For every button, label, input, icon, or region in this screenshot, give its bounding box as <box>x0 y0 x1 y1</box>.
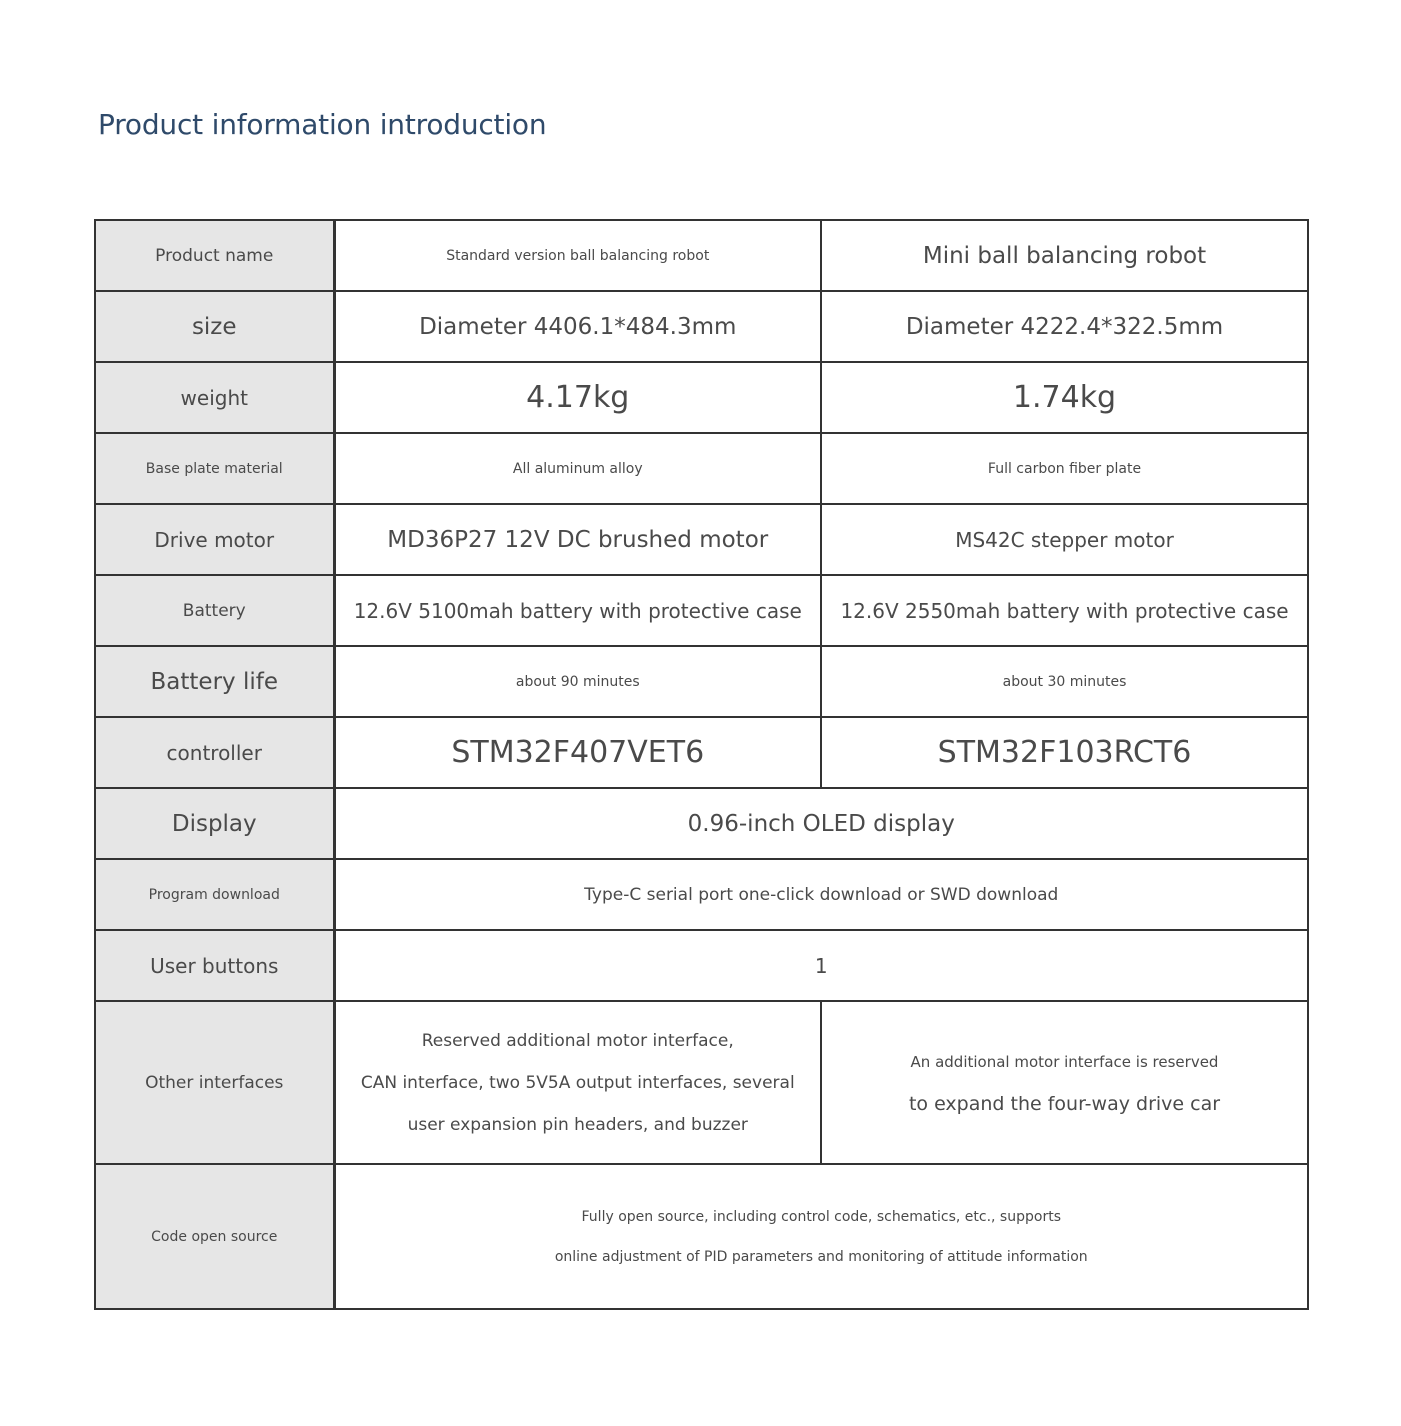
label-code-open-source: Code open source <box>95 1164 334 1309</box>
standard-weight: 4.17kg <box>334 362 821 433</box>
label-battery-life: Battery life <box>95 646 334 717</box>
standard-drive-motor: MD36P27 12V DC brushed motor <box>334 504 821 575</box>
standard-product-name: Standard version ball balancing robot <box>334 220 821 291</box>
label-size: size <box>95 291 334 362</box>
mini-battery: 12.6V 2550mah battery with protective case <box>821 575 1308 646</box>
standard-size: Diameter 4406.1*484.3mm <box>334 291 821 362</box>
row-weight <box>95 362 1308 433</box>
standard-other-interfaces-line: Reserved additional motor interface, <box>421 1030 734 1051</box>
label-product-name: Product name <box>95 220 334 291</box>
row-battery <box>95 575 1308 646</box>
row-user-buttons <box>95 930 1308 1001</box>
mini-weight: 1.74kg <box>821 362 1308 433</box>
mini-battery-life: about 30 minutes <box>821 646 1308 717</box>
label-controller: controller <box>95 717 334 788</box>
row-drive-motor <box>95 504 1308 575</box>
standard-other-interfaces-line: user expansion pin headers, and buzzer <box>407 1114 748 1135</box>
code-open-source-line: Fully open source, including control code, schematics, etc., supports <box>581 1208 1061 1225</box>
row-code-open-source <box>95 1164 1308 1309</box>
mini-other-interfaces-line: to expand the four-way drive car <box>908 1092 1221 1115</box>
label-weight: weight <box>95 362 334 433</box>
user-buttons-value: 1 <box>334 930 1308 1001</box>
code-open-source-value <box>334 1164 1308 1309</box>
label-drive-motor: Drive motor <box>95 504 334 575</box>
display-value: 0.96-inch OLED display <box>334 788 1308 859</box>
row-program-download <box>95 859 1308 930</box>
mini-drive-motor: MS42C stepper motor <box>821 504 1308 575</box>
standard-controller: STM32F407VET6 <box>334 717 821 788</box>
row-product-name <box>95 220 1308 291</box>
label-other-interfaces: Other interfaces <box>95 1001 334 1164</box>
product-spec-table <box>94 219 1309 1310</box>
mini-other-interfaces <box>821 1001 1308 1164</box>
standard-battery-life: about 90 minutes <box>334 646 821 717</box>
label-battery: Battery <box>95 575 334 646</box>
page-title: Product information introduction <box>98 108 547 141</box>
label-program-download: Program download <box>95 859 334 930</box>
mini-base-plate: Full carbon fiber plate <box>821 433 1308 504</box>
mini-size: Diameter 4222.4*322.5mm <box>821 291 1308 362</box>
row-other-interfaces <box>95 1001 1308 1164</box>
code-open-source-line: online adjustment of PID parameters and monitoring of attitude information <box>554 1248 1088 1265</box>
program-download-value: Type-C serial port one-click download or SWD download <box>334 859 1308 930</box>
mini-product-name: Mini ball balancing robot <box>821 220 1308 291</box>
standard-other-interfaces <box>334 1001 821 1164</box>
row-controller <box>95 717 1308 788</box>
standard-base-plate: All aluminum alloy <box>334 433 821 504</box>
row-display <box>95 788 1308 859</box>
standard-battery: 12.6V 5100mah battery with protective case <box>334 575 821 646</box>
mini-other-interfaces-line: An additional motor interface is reserved <box>910 1052 1219 1071</box>
label-display: Display <box>95 788 334 859</box>
row-base-plate <box>95 433 1308 504</box>
row-battery-life <box>95 646 1308 717</box>
row-size <box>95 291 1308 362</box>
label-base-plate: Base plate material <box>95 433 334 504</box>
label-user-buttons: User buttons <box>95 930 334 1001</box>
standard-other-interfaces-line: CAN interface, two 5V5A output interfaces, several <box>360 1072 795 1093</box>
mini-controller: STM32F103RCT6 <box>821 717 1308 788</box>
